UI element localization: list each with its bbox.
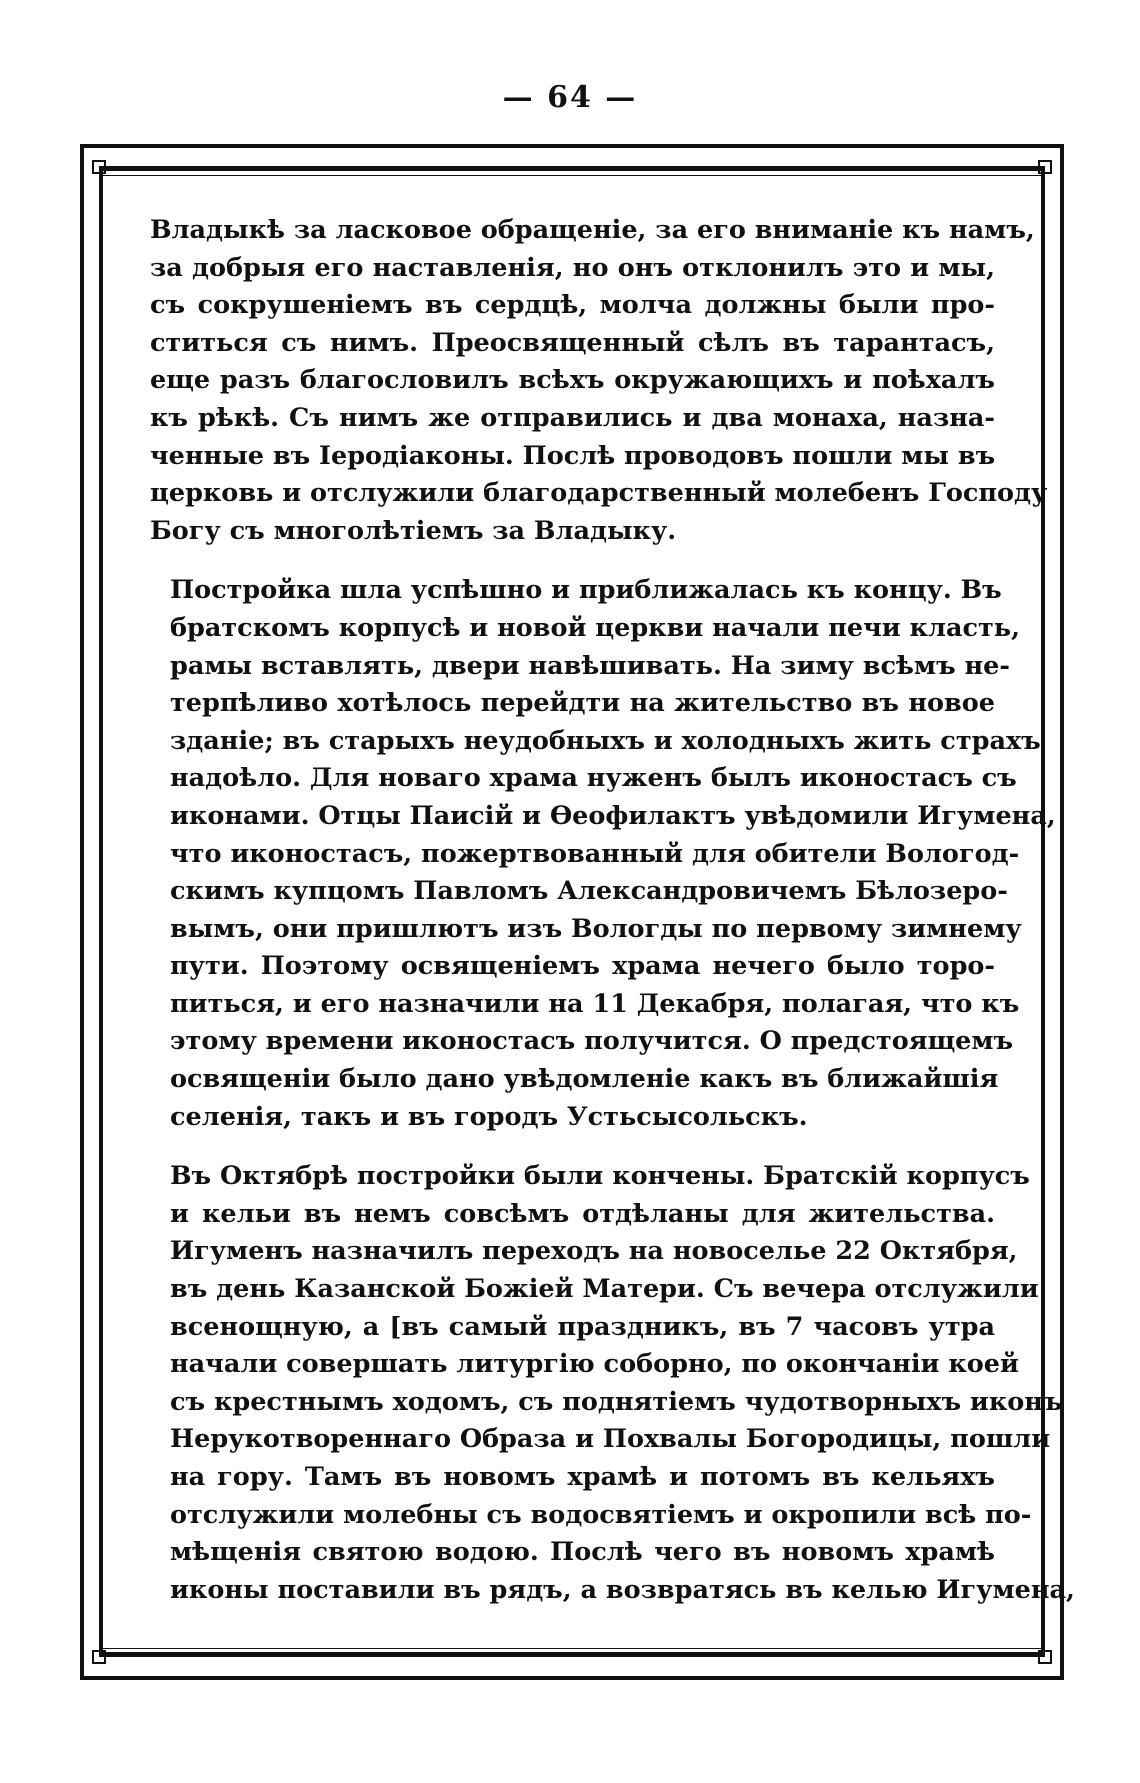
- text-line: всенощную, а [въ самый праздникъ, въ 7 часовъ утра: [170, 1311, 995, 1342]
- corner-ornament-bottom-right: [1038, 1650, 1052, 1664]
- corner-ornament-top-right: [1038, 160, 1052, 174]
- text-line: зданіе; въ старыхъ неудобныхъ и холодныхъ жить страхъ: [170, 725, 1041, 756]
- text-line: ститься съ нимъ. Преосвященный сѣлъ въ тарантасъ,: [150, 327, 995, 358]
- text-line: за добрыя его наставленія, но онъ отклонилъ это и мы,: [150, 252, 995, 283]
- text-line: Богу съ многолѣтіемъ за Владыку.: [150, 515, 677, 546]
- text-line: пути. Поэтому освященіемъ храма нечего было торо-: [170, 951, 995, 982]
- text-line: Въ Октябрѣ постройки были кончены. Братскій корпусъ: [170, 1161, 1030, 1192]
- text-line: иконами. Отцы Паисій и Ѳеофилактъ увѣдомили Игумена,: [170, 800, 1056, 831]
- text-line: церковь и отслужили благодарственный молебенъ Господу: [150, 478, 1048, 509]
- text-line: вымъ, они пришлютъ изъ Вологды по первому зимнему: [170, 913, 1022, 944]
- text-line: рамы вставлять, двери навѣшивать. На зиму всѣмъ не-: [170, 650, 1010, 681]
- text-line: и кельи въ немъ совсѣмъ отдѣланы для жительства.: [170, 1198, 995, 1229]
- text-line: съ сокрушеніемъ въ сердцѣ, молча должны были про-: [150, 290, 995, 321]
- text-line: къ рѣкѣ. Съ нимъ же отправились и два монаха, назна-: [150, 402, 995, 433]
- text-line: селенія, такъ и въ городъ Устьсысольскъ.: [170, 1101, 808, 1132]
- text-line: съ крестнымъ ходомъ, съ поднятіемъ чудотворныхъ иконъ: [170, 1386, 1063, 1417]
- border-rule-top: [99, 175, 1045, 176]
- text-line: что иконостасъ, пожертвованный для обители Вологод-: [170, 838, 1020, 869]
- text-line: Игуменъ назначилъ переходъ на новоселье 22 Октября,: [170, 1236, 1018, 1267]
- border-rule-bottom: [99, 1648, 1045, 1649]
- text-line: этому времени иконостасъ получится. О предстоящемъ: [170, 1026, 1014, 1057]
- corner-ornament-top-left: [92, 160, 106, 174]
- text-line: Постройка шла успѣшно и приближалась къ концу. Въ: [170, 575, 1002, 606]
- text-line: отслужили молебны съ водосвятіемъ и окропили всѣ по-: [170, 1499, 1032, 1530]
- text-line: освященіи было дано увѣдомленіе какъ въ ближайшія: [170, 1064, 999, 1095]
- text-line: начали совершать литургію соборно, по окончаніи коей: [170, 1349, 1019, 1380]
- corner-ornament-bottom-left: [92, 1650, 106, 1664]
- text-line: братскомъ корпусѣ и новой церкви начали печи класть,: [170, 612, 1020, 643]
- text-line: иконы поставили въ рядъ, а возвратясь въ келью Игумена,: [170, 1574, 1075, 1605]
- text-line: питься, и его назначили на 11 Декабря, полагая, что къ: [170, 988, 1020, 1019]
- body-text: [150, 212, 1075, 1609]
- text-line: терпѣливо хотѣлось перейдти на жительство въ новое: [170, 688, 995, 719]
- page-number: — 64 —: [502, 80, 638, 115]
- text-line: Владыкѣ за ласковое обращеніе, за его вниманіе къ намъ,: [150, 215, 1035, 245]
- paragraph-2: [150, 572, 1056, 1136]
- text-line: Нерукотвореннаго Образа и Похвалы Богородицы, пошли: [170, 1424, 1051, 1455]
- text-line: скимъ купцомъ Павломъ Александровичемъ Бѣлозеро-: [170, 876, 1008, 907]
- text-line: надоѣло. Для новаго храма нуженъ былъ иконостасъ съ: [170, 763, 1017, 794]
- text-line: на гору. Тамъ въ новомъ храмѣ и потомъ въ кельяхъ: [170, 1462, 995, 1492]
- text-line: въ день Казанской Божіей Матери. Съ вечера отслужили: [170, 1274, 1039, 1305]
- paragraph-3: [150, 1158, 1075, 1609]
- text-line: ченные въ Іеродіаконы. Послѣ проводовъ пошли мы въ: [150, 440, 996, 471]
- text-line: еще разъ благословилъ всѣхъ окружающихъ и поѣхалъ: [150, 365, 995, 396]
- text-line: мѣщенія святою водою. Послѣ чего въ новомъ храмѣ: [170, 1537, 995, 1568]
- paragraph-1: [150, 212, 1048, 550]
